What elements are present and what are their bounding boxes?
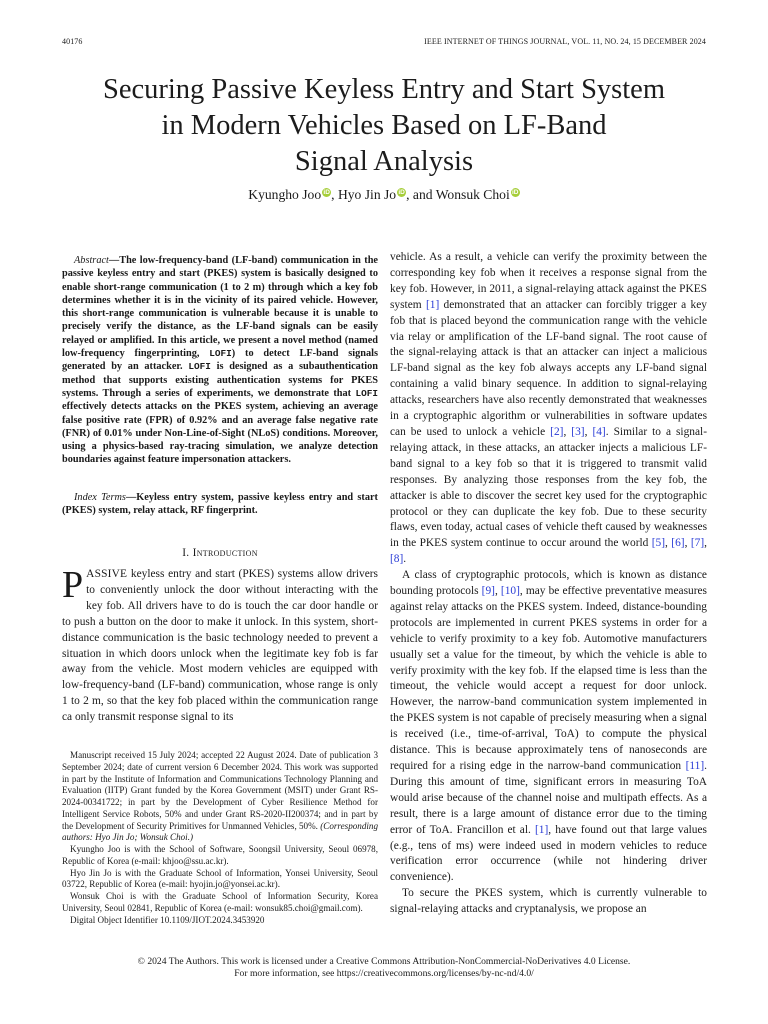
index-terms-label: Index Terms [74, 492, 126, 503]
separator: , [563, 425, 572, 438]
method-name: LOFI [209, 348, 232, 360]
citation-link[interactable]: [7] [690, 537, 705, 550]
section-heading [62, 547, 378, 559]
citation-link[interactable]: [9] [481, 585, 495, 598]
citation-link[interactable]: [8] [390, 553, 404, 566]
footnote-affiliation-3: Wonsuk Choi is with the Graduate School of Information Security, Korea University, Seoul 02841, Republic of Korea (e-mail: wonsuk85.choi@gmail.com). [62, 891, 378, 913]
abstract-text: ) to detect LF-band signals generated by an attacker. [62, 348, 378, 373]
footnote-text: Manuscript received 15 July 2024; accepted 22 August 2024. Date of publication 3 September 2024; date of current version 6 December 2024. This work was supported in part by the Institute of Information and Communications Technology Planning and Evaluation (IITP) Grant funded by the Korea Government (MSIT) under Grant RS-2024-00341722; in part by the Development of Cyber Resilience Method for Intelligent Service Robots, 50% and under Grant RS-2020-II200374; and in part by the Development of Security Primitives for Unmanned Vehicles, 50%. [62, 750, 378, 831]
author-1: Kyungho Joo [248, 187, 322, 202]
section-title: Introduction [192, 547, 258, 559]
intro-text: keyless entry and start (PKES) systems allow drivers to conveniently unlock the door without interacting with the key fob. All drivers have to do is touch the car door handle or to push a button on the door to make it unlock. In this system, short-distance communication is the basic technology needed to prevent a situation in which doors unlock when the legitimate key fob is far away from the vehicle. Most modern vehicles are equipped with low-frequency-band (LF-band) communication, whose range is only 1 to 2 m, so that the key fob placed within the communication range ca only transmit response signal to its [62, 568, 378, 724]
author-separator: , [331, 187, 338, 202]
body-text: demonstrated that an attacker can forcibly trigger a key fob that is placed beyond the communication range with the vehicle via relay or amplification of the LF-band signal. The root cause of the signal-relaying attack is that an attacker can inject a malicious LF-band signal as the key fob always accepts any LF-band signal containing a valid binary sequence. In addition to signal-relaying attacks, researchers have also recently demonstrated that weaknesses in a cryptographic algorithm or vulnerabilities in software updates can be used to unlock a vehicle [390, 298, 707, 438]
title-line-1: Securing Passive Keyless Entry and Start System [102, 74, 665, 105]
author-3: Wonsuk Choi [435, 187, 510, 202]
citation-link[interactable]: [6] [671, 537, 685, 550]
right-column [390, 250, 707, 918]
title-line-3: Signal Analysis [294, 146, 474, 177]
citation-link[interactable]: [11] [685, 760, 705, 772]
separator: , [584, 425, 593, 438]
body-text: A class of cryptographic protocols, which is known as distance bounding protocols [390, 569, 707, 598]
citation-link[interactable]: [2] [550, 425, 564, 438]
author-2: Hyo Jin Jo [337, 187, 397, 202]
paragraph [390, 250, 707, 568]
separator: , [704, 537, 707, 550]
citation-link[interactable]: [1] [534, 823, 549, 836]
abstract-text: —The low-frequency-band (LF-band) communication in the passive keyless entry and start (PKES) system is basically designed to enable short-range communication (1 to 2 m) through which a key fob determines whether it is in the vicinity of its paired vehicle. However, this short-range communication is vulnerable because it is unable to precisely verify the distance, as the LF-band signals can be easily relayed or amplified. In this article, we present a novel method (named low-frequency fingerprinting, [62, 255, 378, 360]
method-name: LOFI [188, 361, 211, 373]
orcid-icon[interactable]: iD [323, 189, 330, 196]
index-terms [62, 491, 378, 518]
body-text: . During this amount of time, significant errors in measuring ToA would arise because of the channel noise and multipath effects. As a result, there is a large amount of distance error due to the timing error of ToA. Francillon et al. [390, 760, 707, 836]
orcid-icon[interactable]: iD [398, 189, 405, 196]
separator: , [684, 537, 691, 550]
footnote-manuscript [62, 750, 378, 844]
body-text: . Similar to a signal-relaying attack, in these attacks, an attacker injects a malicious LF-band signal to a key fob so that it is triggered to transmit valid responses. By analyzing those responses from the key fob, the attacker is able to discover the secret key used for the cryptographic protocol or they can duplicate the key fob. Due to these security flaws, even today, actual cases of vehicle theft caused by weaknesses in the PKES system continue to occur around the world [390, 425, 707, 550]
body-text: . [403, 553, 407, 566]
abstract-text: effectively detects attacks on the PKES system, achieving an average false positive rate (FPR) of 0.92% and an average false negative rate (FNR) of 0.01% under Non-Line-of-Sight (NLoS) conditions. Moreover, using a physics-based ray-tracing simulation, we analyze detection boundaries against feature impersonation attackers. [62, 401, 378, 466]
separator: , [494, 585, 501, 598]
license-line: © 2024 The Authors. This work is licensed under a Creative Commons Attribution-NonCommercial-NoDerivatives 4.0 License. [137, 956, 631, 967]
license-link[interactable]: For more information, see https://creativecommons.org/licenses/by-nc-nd/4.0/ [234, 968, 534, 979]
intro-paragraph [62, 564, 378, 726]
separator: , [665, 537, 672, 550]
intro-caps: ASSIVE [86, 568, 128, 580]
citation-link[interactable]: [10] [500, 585, 520, 598]
footnote-affiliation-2: Hyo Jin Jo is with the Graduate School of Information, Yonsei University, Seoul 03722, Republic of Korea (e-mail: hyojin.jo@yonsei.ac.kr). [62, 867, 378, 890]
citation-link[interactable]: [1] [425, 298, 440, 311]
section-number: I. [182, 547, 193, 559]
footnotes [62, 750, 378, 926]
footnote-affiliation-1: Kyungho Joo is with the School of Software, Soongsil University, Seoul 06978, Republic of Korea (e-mail: khjoo@ssu.ac.kr). [62, 844, 378, 866]
abstract-text: is designed as a subauthentication method that supports existing authentication systems for PKES systems. Through a series of experiments, we demonstrate that [62, 361, 378, 399]
title-line-2: in Modern Vehicles Based on LF-Band [161, 110, 607, 141]
drop-cap: P [62, 564, 84, 606]
footnote-doi: Digital Object Identifier 10.1109/JIOT.2024.3453920 [70, 914, 265, 925]
body-text: , may be effective preventative measures against relay attacks on the PKES system. Indeed, distance-bounding protocols are implemented in current PKES systems in order for a vehicle to verify proximity to a key fob. Automotive manufacturers usually set a value for the timeout, by which the vehicle is able to verify proximity with the key fob. If the elapsed time is less than the timeout, the vehicle would accept a request for door unlock. However, the narrow-band communication system implemented in the PKES system is not capable of precisely measuring when a signal is received (i.e., time-of-arrival, ToA) to compute the physical distance. This is because approximately tens of nanoseconds are required for a rising edge in the narrow-band communication [390, 585, 707, 772]
abstract-label: Abstract [74, 255, 109, 266]
paragraph: To secure the PKES system, which is currently vulnerable to signal-relaying attacks and cryptanalysis, we propose an [390, 887, 707, 916]
journal-header: IEEE INTERNET OF THINGS JOURNAL, VOL. 11, NO. 24, 15 DECEMBER 2024 [424, 37, 706, 46]
corresponding-authors: (Corresponding authors: Hyo Jin Jo; Wonsuk Choi.) [62, 820, 378, 843]
license-footer [62, 956, 706, 980]
citation-link[interactable]: [3] [571, 425, 585, 438]
citation-link[interactable]: [4] [592, 425, 606, 438]
abstract [62, 254, 378, 467]
author-separator: , and [406, 187, 436, 202]
method-name: LOFI [355, 387, 378, 399]
paragraph [390, 568, 707, 886]
running-header [62, 37, 706, 49]
page-number: 40176 [62, 37, 83, 46]
paper-title [40, 72, 728, 180]
citation-link[interactable]: [5] [651, 537, 666, 550]
body-text: , have found out that large values (e.g., tens of ms) were indeed used in modern vehicles to reduce verification error occurrence (while not hindering driver convenience). [390, 823, 707, 884]
body-text: vehicle. As a result, a vehicle can verify the proximity between the corresponding key fob when it receives a response signal from the key fob. However, in 2011, a signal-relaying attack against the PKES system [390, 251, 707, 311]
orcid-icon[interactable]: iD [512, 189, 519, 196]
index-terms-text: —Keyless entry system, passive keyless entry and start (PKES) system, relay attack, RF fingerprint. [62, 492, 378, 517]
author-list [60, 186, 708, 204]
